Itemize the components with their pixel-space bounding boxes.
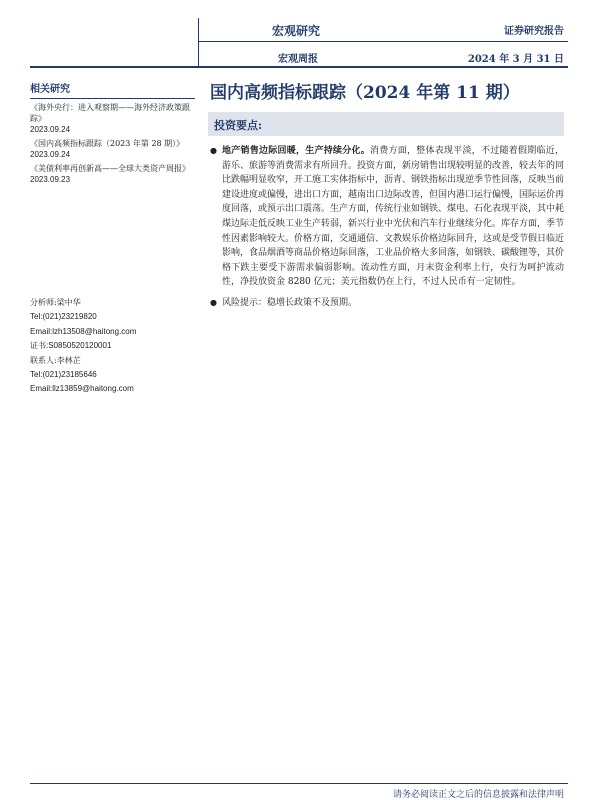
risk-paragraph [208,296,564,311]
header-divider-vertical [198,18,199,66]
key-points-bar [208,112,564,136]
analyst-tel: Tel:(021)23219820 [30,312,97,322]
report-type: 证券研究报告 [504,26,564,37]
contact-name: 联系人:李林芷 [30,355,81,365]
analyst-email[interactable]: Email:lzh13508@haitong.com [30,326,137,336]
report-category: 宏观研究 [272,24,321,38]
analyst-contacts [30,296,195,397]
key-point-text: 消费方面，整体表现平淡，不过随着假期临近，游乐、旅游等消费需求有所回升。投资方面，新房销售出现较明显的改善，较去年的同比跌幅明显收窄，开工施工实体指标中，沥青、钢铁指标出现逆季节性回落，反映当前建设进度或偏慢，进出口方面，越南出口边际改善，但国内港口运行偏慢，国际运价再度回落，或预示出口震荡。生产方面，传统行业如钢铁、煤电、石化表现平淡，其中耗煤边际走低反映工业生产转弱，新兴行业中光伏和汽车行业继续分化。库存方面，季节性因素影响较大。价格方面，交通通信、文教娱乐价格边际回升，这或是受节假日临近影响，食品烟酒等商品价格边际回落，工业品价格大多回落，如钢铁、碳酸锂等，其价格下跌主要受下游需求偏弱影响。流动性方面，月末资金利率上行，央行为呵护流动性，净投放资金 8280 亿元；美元指数仍在上行，不过人民币有一定韧性。 [222,146,565,288]
key-points-body [208,144,564,311]
related-item-title: 《美债利率再创新高——全球大类资产周报》 [30,164,190,173]
footer-rule [30,783,568,784]
related-item-date: 2023.09.24 [30,125,71,134]
related-item[interactable] [30,163,195,185]
related-item[interactable] [30,138,195,160]
risk-text: 风险提示：稳增长政策不及预期。 [222,297,358,308]
report-subcategory: 宏观周报 [278,54,318,65]
bullet-icon: ● [210,146,217,155]
contact-email[interactable]: Email:llz13859@haitong.com [30,384,134,394]
key-point-paragraph [208,144,564,290]
header-rule [30,66,568,68]
analyst-name: 分析师:梁中华 [30,298,81,307]
related-item-date: 2023.09.24 [30,150,71,159]
related-research-heading: 相关研究 [30,80,195,99]
key-point-lead: 地产销售边际回暖，生产持续分化。 [222,146,370,156]
related-item[interactable] [30,102,195,135]
bullet-icon: ● [210,297,217,307]
report-date: 2024 年 3 月 31 日 [467,54,564,65]
related-item-title: 《国内高频指标跟踪（2023 年第 28 期）》 [30,139,185,148]
key-points-label: 投资要点: [214,119,263,132]
footer-disclaimer: 请务必阅读正文之后的信息披露和法律声明 [392,790,564,800]
analyst-cert: 证书:S0850520120001 [30,341,112,351]
report-title: 国内高频指标跟踪（2024 年第 11 期） [210,83,520,103]
related-item-title: 《海外央行：进入观察期——海外经济政策跟踪》 [30,103,190,123]
related-item-date: 2023.09.23 [30,175,71,184]
header-divider-horizontal [198,41,568,42]
contact-tel: Tel:(021)23185646 [30,369,97,379]
sidebar [30,80,195,185]
